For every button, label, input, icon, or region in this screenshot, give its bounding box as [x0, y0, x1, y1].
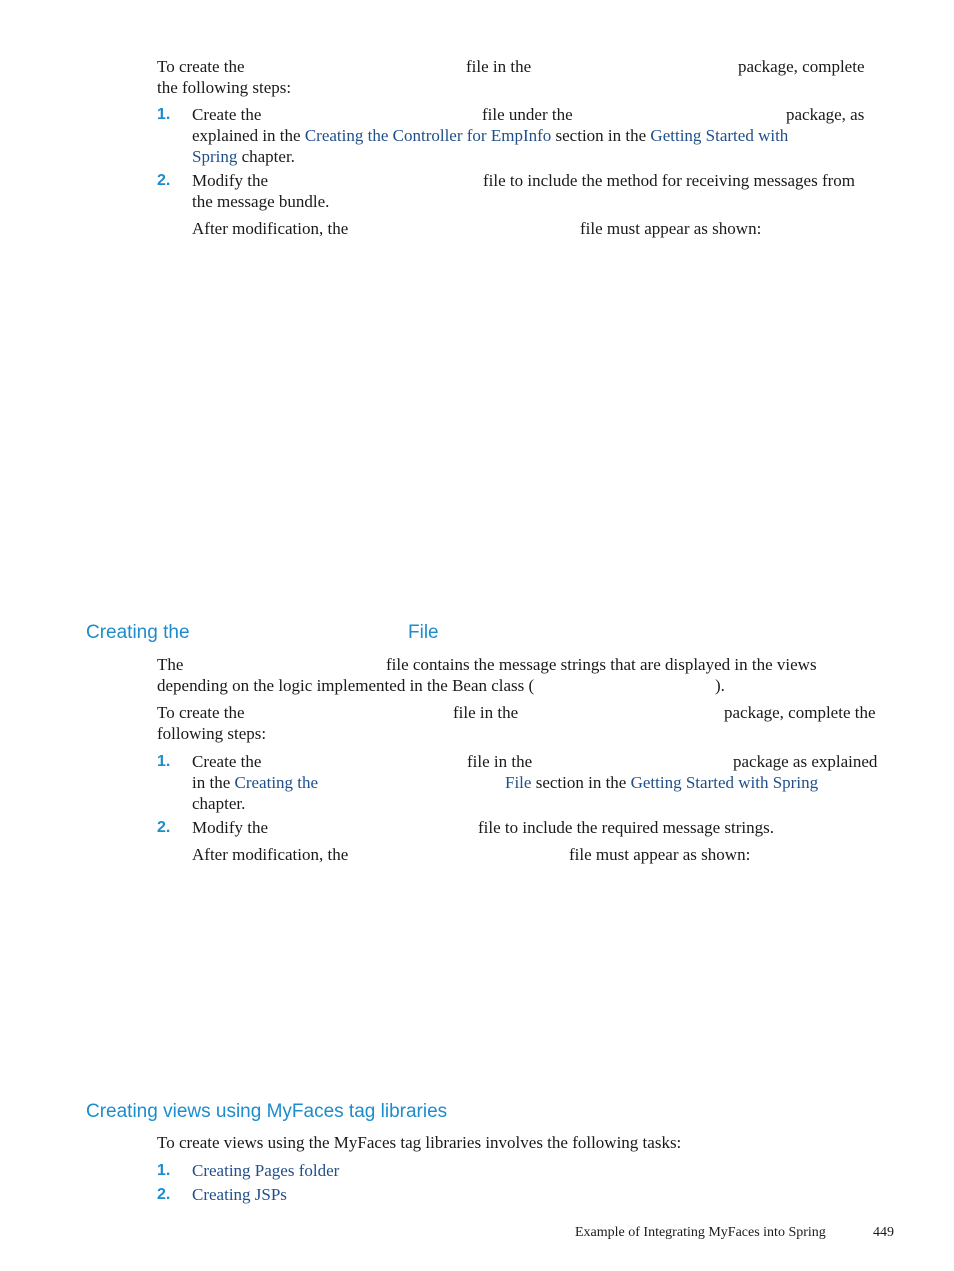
footer-title: Example of Integrating MyFaces into Spring: [575, 1225, 826, 1240]
step-text: file to include the method for receiving messages from: [483, 171, 855, 190]
step-text: file must appear as shown:: [580, 219, 762, 238]
step-text: Create the: [192, 752, 262, 771]
intro-text: package, complete: [738, 57, 865, 76]
para-text: file in the: [453, 703, 519, 722]
step-text: the message bundle.: [192, 192, 330, 211]
step-text: file must appear as shown:: [569, 845, 751, 864]
step-text-part: in the: [192, 773, 231, 792]
step-text: file in the: [467, 752, 533, 771]
link-spring[interactable]: Spring: [192, 147, 238, 166]
step-number: 2.: [157, 819, 171, 836]
step-text: After modification, the: [192, 845, 349, 864]
step-text: [505, 772, 818, 793]
step-text: [192, 772, 318, 793]
step-text: [192, 125, 788, 146]
link-creating-controller[interactable]: Creating the Controller for EmpInfo: [304, 126, 552, 145]
step-text: chapter.: [192, 794, 246, 813]
step-text: After modification, the: [192, 219, 349, 238]
step-number: 1.: [157, 106, 171, 123]
para-text: The: [157, 655, 184, 674]
intro-text: the following steps:: [157, 78, 292, 97]
para-text: To create the: [157, 703, 245, 722]
para-text: depending on the logic implemented in the Bean class (: [157, 676, 535, 695]
step-number: 2.: [157, 1186, 171, 1203]
step-number: 2.: [157, 172, 171, 189]
step-text: Modify the: [192, 818, 269, 837]
link-creating-pages-folder[interactable]: Creating Pages folder: [192, 1161, 340, 1180]
step-text: Modify the: [192, 171, 269, 190]
link-creating-jsps[interactable]: Creating JSPs: [192, 1185, 287, 1204]
link-creating-the[interactable]: Creating the: [234, 773, 319, 792]
para-text: file contains the message strings that are displayed in the views: [386, 655, 817, 674]
para-text: ).: [715, 676, 725, 695]
link-getting-started-spring[interactable]: Getting Started with Spring: [630, 773, 819, 792]
link-getting-started[interactable]: Getting Started with: [650, 126, 789, 145]
step-text: Create the: [192, 105, 262, 124]
link-file[interactable]: File: [505, 773, 532, 792]
para-text: To create views using the MyFaces tag libraries involves the following tasks:: [157, 1133, 682, 1152]
step-text: [192, 146, 295, 167]
para-text: following steps:: [157, 724, 267, 743]
section-heading-myfaces: Creating views using MyFaces tag libraries: [86, 1101, 448, 1122]
step-number: 1.: [157, 1162, 171, 1179]
step-text-part: section in the: [555, 126, 647, 145]
step-text-part: explained in the: [192, 126, 301, 145]
intro-text: file in the: [466, 57, 532, 76]
step-text: file under the: [482, 105, 573, 124]
step-text: package, as: [786, 105, 865, 124]
page-number: 449: [873, 1225, 894, 1240]
step-text: file to include the required message strings.: [478, 818, 774, 837]
step-text-part: chapter.: [241, 147, 295, 166]
intro-text: To create the: [157, 57, 245, 76]
step-text: package as explained: [733, 752, 878, 771]
step-number: 1.: [157, 753, 171, 770]
section-heading: Creating the: [86, 622, 190, 643]
para-text: package, complete the: [724, 703, 876, 722]
step-text-part: section in the: [535, 773, 627, 792]
section-heading: File: [408, 622, 439, 643]
